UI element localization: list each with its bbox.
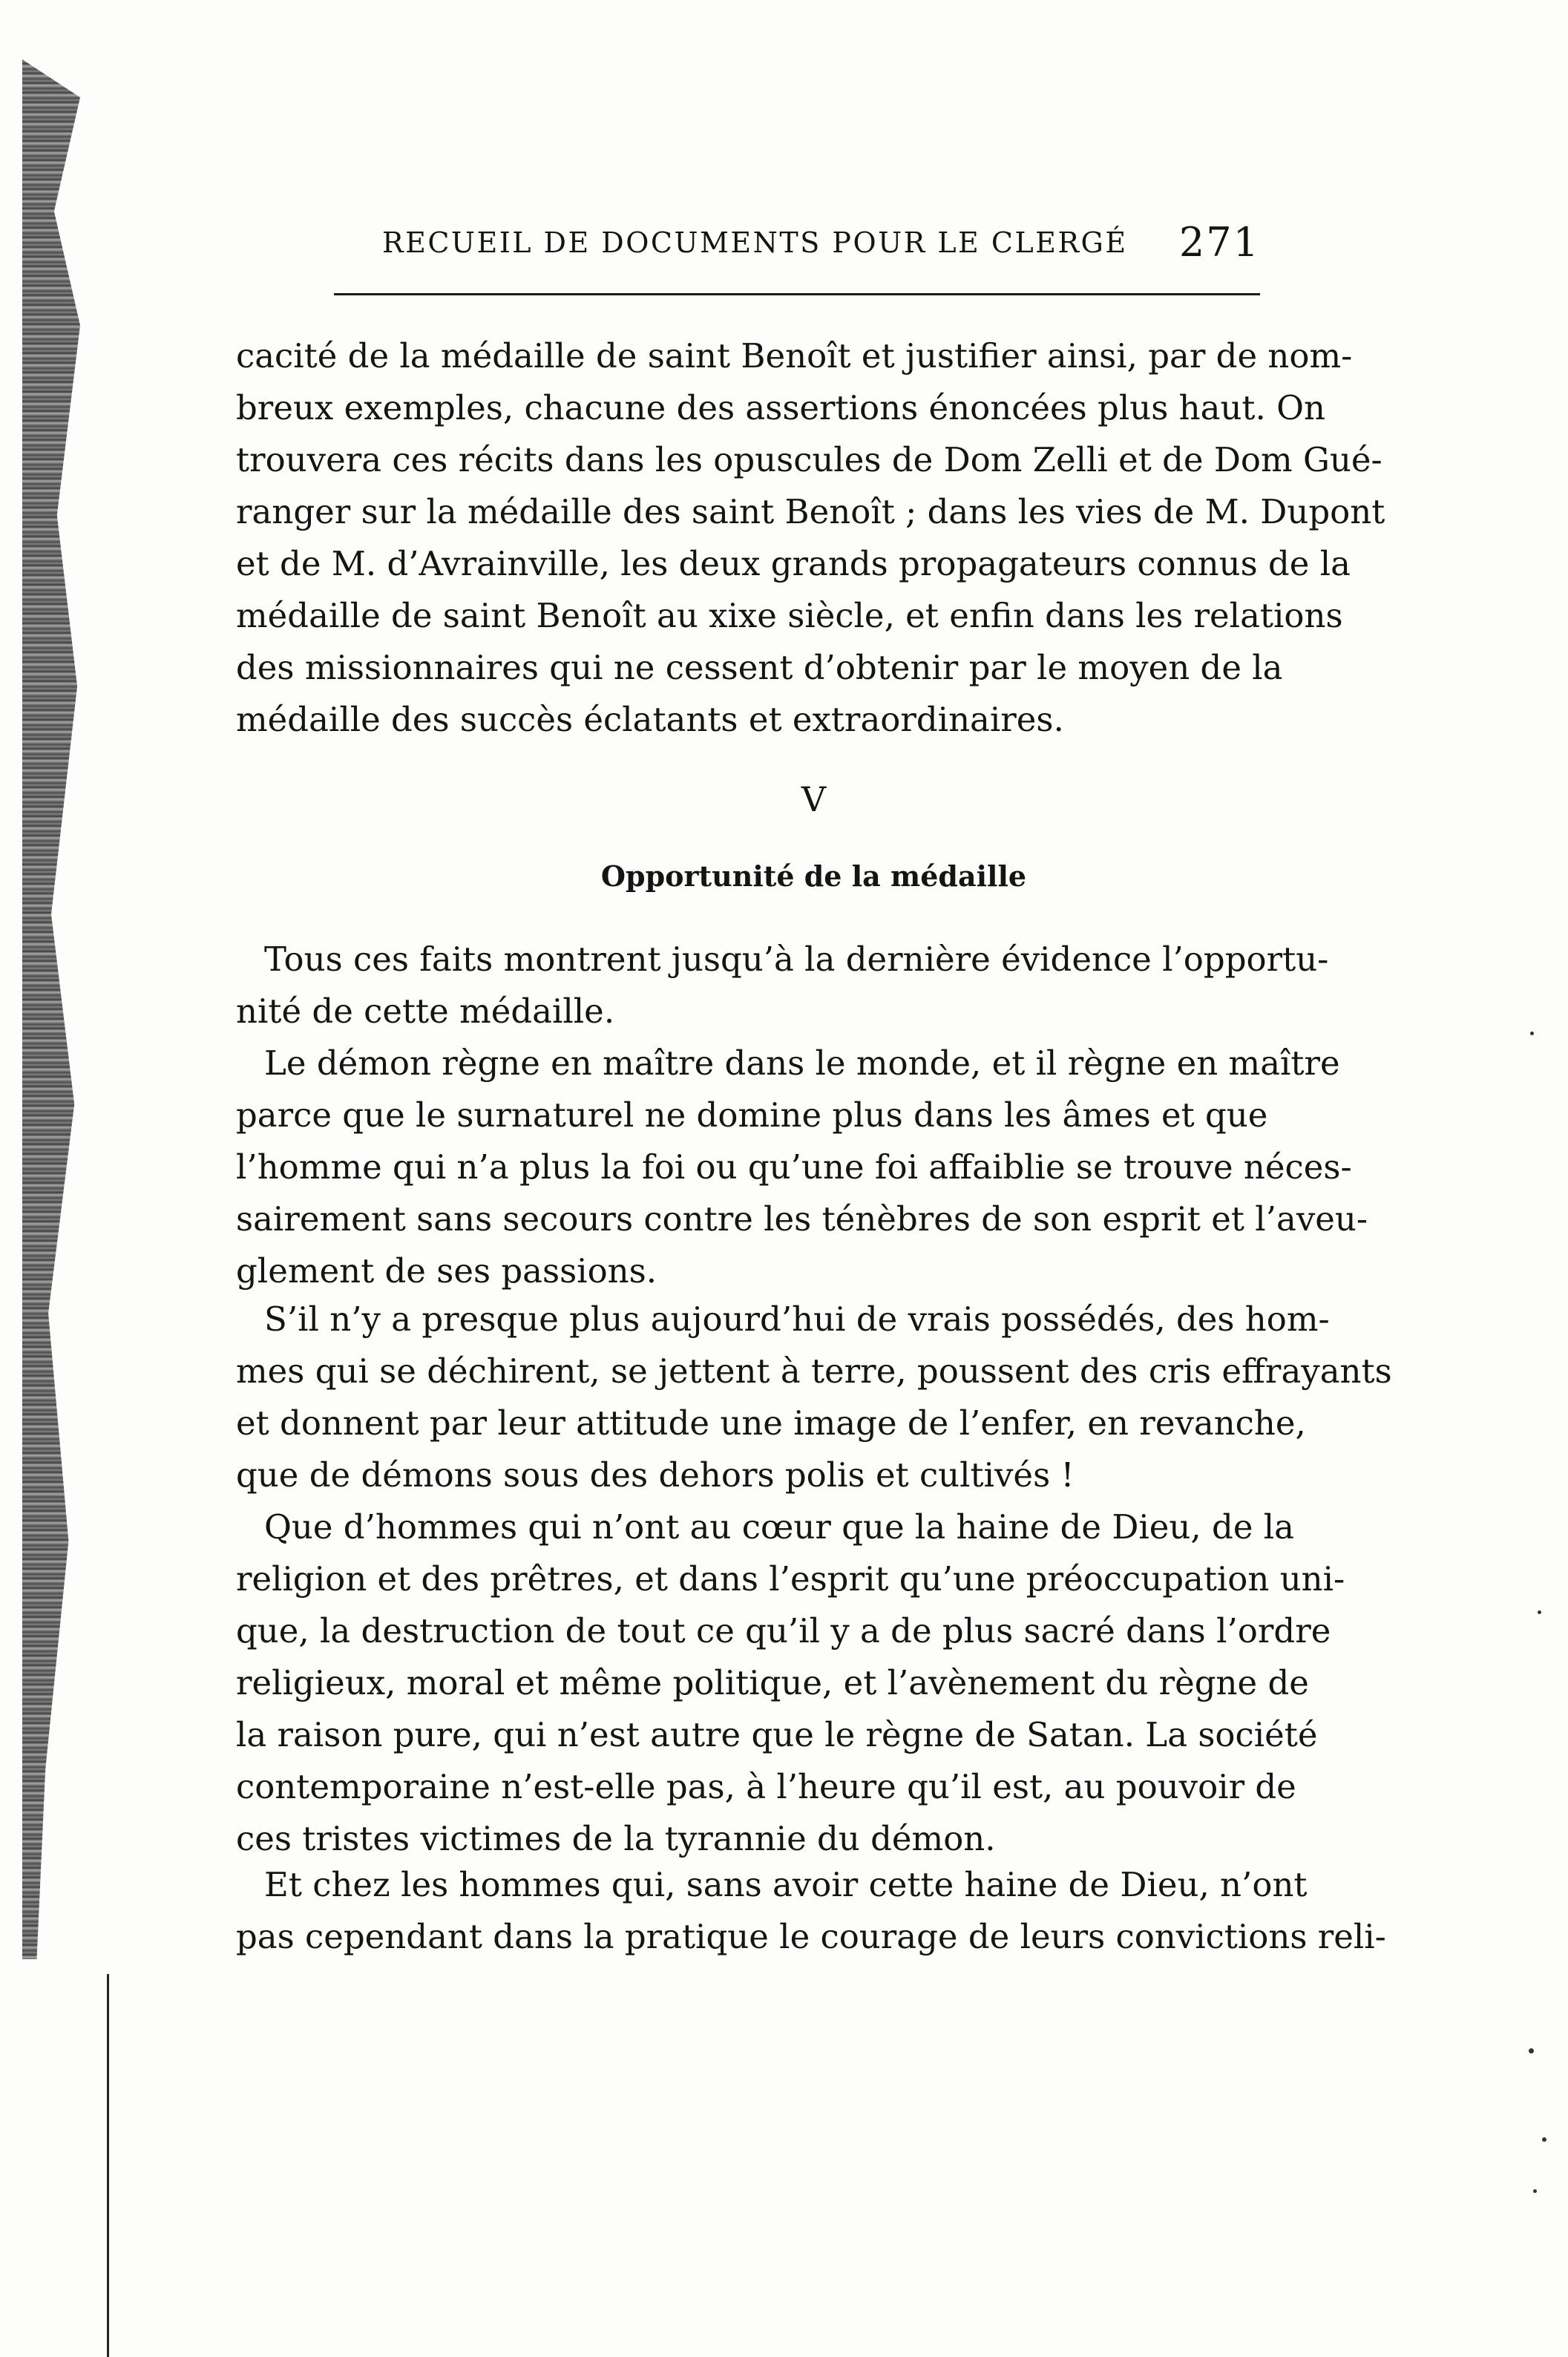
text-line: Le démon règne en maître dans le monde, et il règne en maître: [264, 1043, 1340, 1083]
text-line: que, la destruction de tout ce qu’il y a de plus sacré dans l’ordre: [236, 1611, 1331, 1650]
section-title: Opportunité de la médaille: [600, 859, 1027, 893]
text-line: parce que le surnaturel ne domine plus dans les âmes et que: [236, 1095, 1268, 1135]
binding-edge: [22, 59, 80, 1959]
running-title: RECUEIL DE DOCUMENTS POUR LE CLERGÉ: [382, 226, 1128, 259]
scan-speck: [1533, 2189, 1537, 2193]
text-line: que de démons sous des dehors polis et cultivés !: [236, 1455, 1075, 1495]
text-line: sairement sans secours contre les ténèbres de son esprit et l’aveu-: [236, 1199, 1368, 1239]
text-line: médaille de saint Benoît au xixe siècle, et enfin dans les relations: [236, 596, 1343, 635]
text-line: Et chez les hommes qui, sans avoir cette haine de Dieu, n’ont: [264, 1865, 1308, 1904]
paragraph: [236, 934, 1329, 1037]
text-line: cacité de la médaille de saint Benoît et justifier ainsi, par de nom-: [236, 336, 1353, 376]
scan-speck: [1530, 1032, 1534, 1035]
binding-line: [107, 1974, 109, 2357]
text-line: l’homme qui n’a plus la foi ou qu’une foi affaiblie se trouve néces-: [236, 1147, 1352, 1187]
header-rule: [334, 293, 1260, 295]
text-line: et donnent par leur attitude une image de l’enfer, en revanche,: [236, 1403, 1306, 1443]
text-line: ranger sur la médaille des saint Benoît ; dans les vies de M. Dupont: [236, 492, 1385, 531]
page-header: [382, 219, 1260, 271]
page-number: 271: [1178, 219, 1260, 266]
text-line: breux exemples, chacune des assertions énoncées plus haut. On: [236, 388, 1325, 427]
text-line: des missionnaires qui ne cessent d’obtenir par le moyen de la: [236, 648, 1283, 687]
paragraph: [236, 1294, 1392, 1501]
text-line: Que d’hommes qui n’ont au cœur que la haine de Dieu, de la: [264, 1507, 1294, 1547]
text-line: Tous ces faits montrent jusqu’à la dernière évidence l’opportu-: [264, 940, 1329, 979]
text-line: contemporaine n’est-elle pas, à l’heure qu’il est, au pouvoir de: [236, 1767, 1296, 1806]
text-line: mes qui se déchirent, se jettent à terre, poussent des cris effrayants: [236, 1351, 1392, 1391]
text-line: la raison pure, qui n’est autre que le règne de Satan. La société: [236, 1715, 1318, 1754]
section-number: V: [801, 779, 827, 819]
text-line: glement de ses passions.: [236, 1251, 657, 1291]
paragraph: [236, 1501, 1345, 1865]
text-line: trouvera ces récits dans les opuscules de Dom Zelli et de Dom Gué-: [236, 440, 1382, 479]
text-line: et de M. d’Avrainville, les deux grands propagateurs connus de la: [236, 544, 1351, 583]
scan-speck: [1529, 2048, 1534, 2053]
paragraph: [236, 1859, 1386, 1963]
scan-speck: [1542, 2137, 1546, 2142]
text-line: S’il n’y a presque plus aujourd’hui de vrais possédés, des hom-: [264, 1299, 1330, 1339]
text-line: religieux, moral et même politique, et l’avènement du règne de: [236, 1663, 1309, 1702]
paragraph-continuation: [236, 330, 1385, 746]
paragraph: [236, 1037, 1368, 1297]
text-line: nité de cette médaille.: [236, 991, 615, 1031]
text-line: médaille des succès éclatants et extraordinaires.: [236, 700, 1064, 739]
text-line: pas cependant dans la pratique le courage de leurs convictions reli-: [236, 1917, 1386, 1956]
text-line: religion et des prêtres, et dans l’esprit qu’une préoccupation uni-: [236, 1559, 1345, 1599]
text-line: ces tristes victimes de la tyrannie du démon.: [236, 1819, 996, 1858]
scan-speck: [1538, 1610, 1541, 1614]
